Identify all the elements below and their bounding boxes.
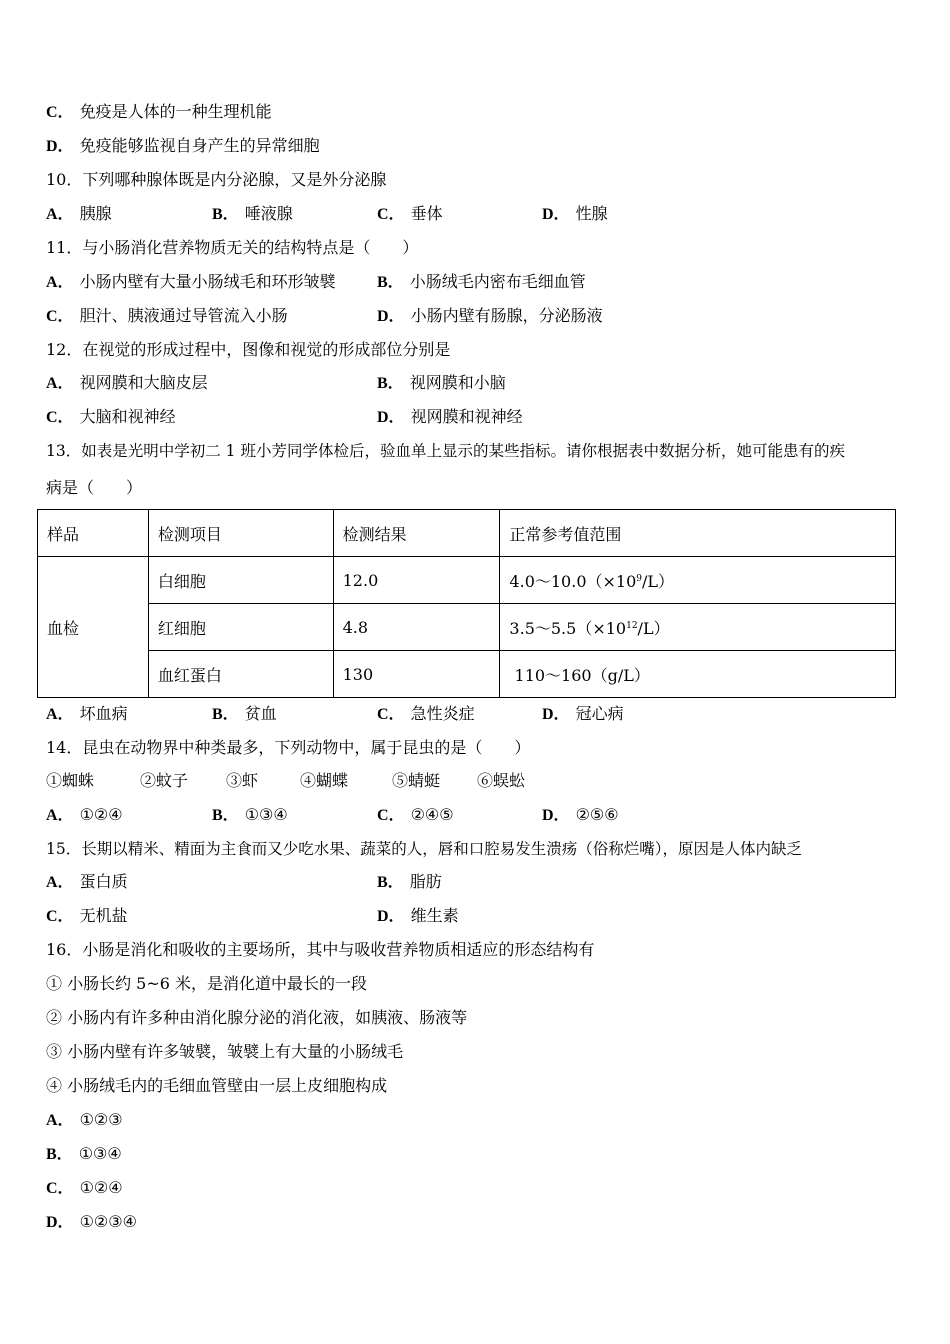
q16-statement-4: ④ 小肠绒毛内的毛细血管壁由一层上皮细胞构成 <box>46 1076 388 1095</box>
q14-option-b: B． ①③④ <box>212 805 288 824</box>
result-cell: 12.0 <box>333 557 500 604</box>
header-result: 检测结果 <box>333 510 500 557</box>
item-cell: 血红蛋白 <box>148 651 333 698</box>
q12-option-c: C． 大脑和视神经 <box>46 407 176 426</box>
range-cell: $4.0\sim 10.0(\times 10^9/L)$ <box>500 557 896 604</box>
table-row <box>38 651 896 698</box>
q13-option-c: C． 急性炎症 <box>377 704 475 723</box>
q13-option-d: D． 冠心病 <box>542 704 624 723</box>
table-row <box>38 557 896 604</box>
q9-option-c: C． 免疫是人体的一种生理机能 <box>46 102 272 121</box>
header-sample: 样品 <box>38 510 149 557</box>
q15-option-c: C． 无机盐 <box>46 906 128 925</box>
q15-option-b: B． 脂肪 <box>377 872 442 891</box>
blood-test-table <box>37 509 896 698</box>
q10-stem: 10．下列哪种腺体既是内分泌腺，又是外分泌腺 <box>46 170 387 189</box>
header-range: 正常参考值范围 <box>500 510 896 557</box>
q14-option-a: A． ①②④ <box>46 805 123 824</box>
q13-stem-line2: 病是（ ） <box>46 478 143 497</box>
sample-cell: 血检 <box>38 557 149 698</box>
range-cell: 110～160（g/L） <box>500 651 896 698</box>
item-cell: 白细胞 <box>148 557 333 604</box>
q14-option-c: C． ②④⑤ <box>377 805 454 824</box>
q14-item-3: ③虾 <box>226 771 259 790</box>
q16-statement-1: ① 小肠长约 5~6 米，是消化道中最长的一段 <box>46 974 368 993</box>
q11-stem: 11．与小肠消化营养物质无关的结构特点是（ ） <box>46 238 419 257</box>
q14-item-6: ⑥蜈蚣 <box>477 771 526 790</box>
q16-option-d: D． ①②③④ <box>46 1212 137 1231</box>
q10-option-a: A． 胰腺 <box>46 204 112 223</box>
q15-option-a: A． 蛋白质 <box>46 872 128 891</box>
q12-option-d: D． 视网膜和视神经 <box>377 407 523 426</box>
result-cell: 4.8 <box>333 604 500 651</box>
q12-option-b: B． 视网膜和小脑 <box>377 373 506 392</box>
range-cell: $3.5\sim 5.5(\times 10^{12}/L)$ <box>500 604 896 651</box>
table-row <box>38 604 896 651</box>
q16-option-a: A． ①②③ <box>46 1110 123 1129</box>
item-cell: 红细胞 <box>148 604 333 651</box>
q10-option-c: C． 垂体 <box>377 204 443 223</box>
q13-option-b: B． 贫血 <box>212 704 277 723</box>
q15-stem: 15．长期以精米、精面为主食而又少吃水果、蔬菜的人，唇和口腔易发生溃疡（俗称烂嘴），原因是人体内缺乏 <box>46 840 802 858</box>
q10-option-b: B． 唾液腺 <box>212 204 293 223</box>
q13-stem-line1: 13．如表是光明中学初二 1 班小芳同学体检后，验血单上显示的某些指标。请你根据表中数据分析，她可能患有的疾 <box>46 442 845 460</box>
header-item: 检测项目 <box>148 510 333 557</box>
q14-option-d: D． ②⑤⑥ <box>542 805 619 824</box>
q16-option-b: B． ①③④ <box>46 1144 122 1163</box>
q11-option-c: C． 胆汁、胰液通过导管流入小肠 <box>46 306 288 325</box>
q16-statement-3: ③ 小肠内壁有许多皱襞，皱襞上有大量的小肠绒毛 <box>46 1042 404 1061</box>
q16-option-c: C． ①②④ <box>46 1178 123 1197</box>
result-cell: 130 <box>333 651 500 698</box>
q15-option-d: D． 维生素 <box>377 906 459 925</box>
q11-option-d: D． 小肠内壁有肠腺，分泌肠液 <box>377 306 603 325</box>
q12-option-a: A． 视网膜和大脑皮层 <box>46 373 208 392</box>
q14-stem: 14．昆虫在动物界中种类最多，下列动物中，属于昆虫的是（ ） <box>46 738 531 757</box>
q14-item-2: ②蚊子 <box>140 771 189 790</box>
q14-item-4: ④蝴蝶 <box>300 771 349 790</box>
q14-item-5: ⑤蜻蜓 <box>392 771 441 790</box>
table-header-row <box>38 510 896 557</box>
q11-option-a: A． 小肠内壁有大量小肠绒毛和环形皱襞 <box>46 272 336 291</box>
q13-option-a: A． 坏血病 <box>46 704 128 723</box>
q12-stem: 12．在视觉的形成过程中，图像和视觉的形成部位分别是 <box>46 340 451 359</box>
q16-statement-2: ② 小肠内有许多种由消化腺分泌的消化液，如胰液、肠液等 <box>46 1008 468 1027</box>
q11-option-b: B． 小肠绒毛内密布毛细血管 <box>377 272 586 291</box>
q14-item-1: ①蜘蛛 <box>46 771 95 790</box>
q9-option-d: D． 免疫能够监视自身产生的异常细胞 <box>46 136 320 155</box>
q16-stem: 16．小肠是消化和吸收的主要场所，其中与吸收营养物质相适应的形态结构有 <box>46 940 595 959</box>
q10-option-d: D． 性腺 <box>542 204 608 223</box>
